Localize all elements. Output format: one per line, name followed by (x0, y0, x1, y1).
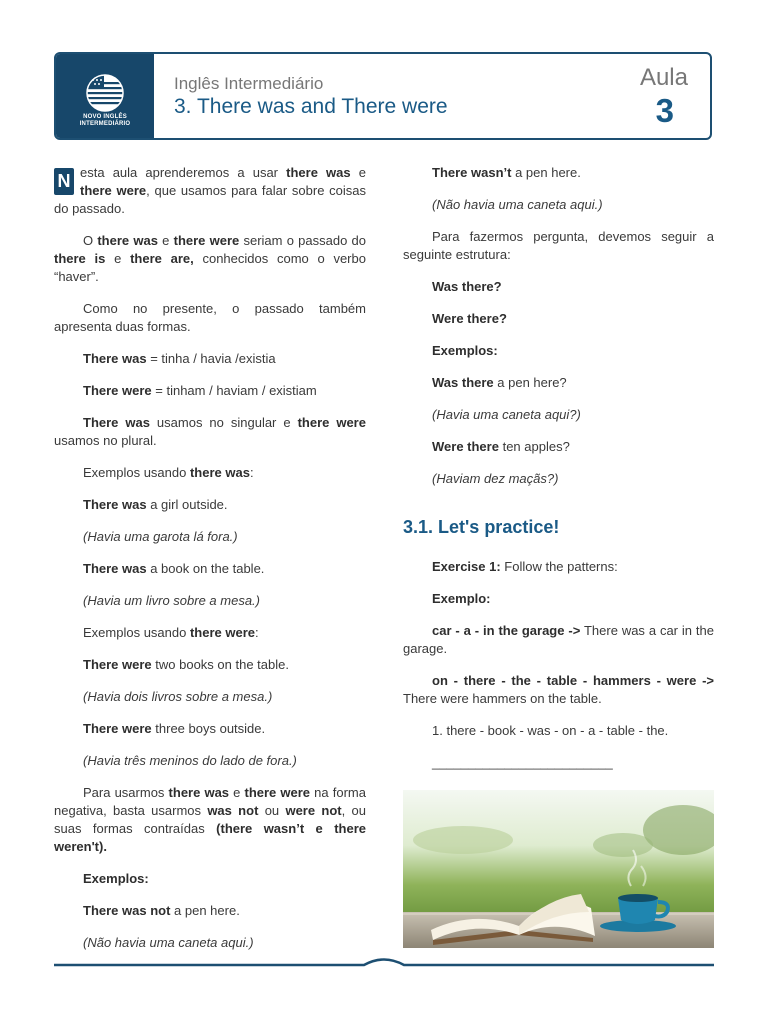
term: on - there - the - table - hammers - were -> (432, 673, 714, 688)
term: Were there? (432, 311, 507, 326)
flag-globe-icon (86, 74, 124, 112)
translation: (Havia uma garota lá fora.) (83, 529, 238, 544)
text: : (255, 625, 259, 640)
text: a pen here. (511, 165, 581, 180)
translation: (Não havia uma caneta aqui.) (432, 197, 603, 212)
text: two books on the table. (151, 657, 289, 672)
text: a girl outside. (146, 497, 228, 512)
lesson-title: 3. There was and There were (174, 95, 448, 118)
text: a book on the table. (146, 561, 265, 576)
text: a pen here. (170, 903, 240, 918)
aula-number: 3 (655, 92, 674, 129)
text: ten apples? (498, 439, 570, 454)
term: Was there? (432, 279, 502, 294)
text: e (350, 165, 366, 180)
example (403, 374, 714, 392)
text: = tinham / haviam / existiam (151, 383, 317, 398)
example (54, 902, 366, 920)
term: there was (189, 465, 250, 480)
definition (54, 350, 366, 368)
book-and-coffee-photo (403, 790, 714, 948)
term: Exemplos: (432, 343, 498, 358)
text: Follow the patterns: (500, 559, 618, 574)
term: There were (83, 383, 152, 398)
paragraph (54, 464, 366, 482)
examples-heading (54, 870, 366, 888)
right-column (403, 164, 714, 786)
logo (56, 54, 154, 138)
logo-line1: NOVO INGLÊS (83, 114, 127, 120)
text: Exemplos usando (83, 465, 190, 480)
intro-paragraph (54, 164, 366, 218)
text: e (157, 233, 174, 248)
translation: (Não havia uma caneta aqui.) (83, 935, 254, 950)
translation: (Havia dois livros sobre a mesa.) (83, 689, 273, 704)
answer-blank: _________________________ (432, 755, 613, 770)
section-title: 3.1. Let's practice! (403, 517, 560, 537)
term: There was (83, 497, 147, 512)
term: Exercise 1: (432, 559, 501, 574)
text: na forma negativa, basta usarmos (54, 785, 366, 818)
example (403, 164, 714, 182)
left-column (54, 164, 366, 966)
term: There was (83, 351, 147, 366)
text: Para usarmos (83, 785, 169, 800)
term: there were (80, 183, 147, 198)
paragraph (54, 784, 366, 856)
logo-line2: INTERMEDIÁRIO (79, 121, 131, 127)
term: was not (207, 803, 259, 818)
term: car - a - in the garage -> (432, 623, 581, 638)
term: were not (285, 803, 342, 818)
term: there is (54, 251, 106, 266)
term: Was there (432, 375, 494, 390)
text: Exemplos usando (83, 625, 190, 640)
pattern (403, 672, 714, 708)
text: = tinha / havia /existia (146, 351, 276, 366)
footer-divider (54, 956, 714, 968)
paragraph (54, 414, 366, 450)
term: Exemplo: (432, 591, 491, 606)
definition (54, 382, 366, 400)
translation: (Havia três meninos do lado de fora.) (83, 753, 297, 768)
text: a pen here? (493, 375, 567, 390)
translation: (Havia um livro sobre a mesa.) (83, 593, 260, 608)
text: usamos no singular e (149, 415, 298, 430)
translation: (Havia uma caneta aqui?) (432, 407, 581, 422)
term: There was (83, 415, 150, 430)
text: ou (258, 803, 286, 818)
exercise-item: 1. there - book - was - on - a - table - the. (432, 723, 669, 738)
example (54, 720, 366, 738)
term: there are, (130, 251, 194, 266)
examples-heading (403, 342, 714, 360)
lesson-header (54, 52, 712, 140)
structure (403, 310, 714, 328)
text: There was a car in the garage. (403, 623, 714, 656)
text: There were hammers on the table. (403, 691, 602, 706)
paragraph (54, 232, 366, 286)
term: there were (297, 415, 366, 430)
term: Exemplos: (83, 871, 149, 886)
term: (there wasn’t e there weren't). (54, 821, 366, 854)
text: e (105, 251, 131, 266)
text: , ou suas formas contraídas (54, 803, 366, 836)
aula-label: Aula (639, 64, 688, 91)
text: usamos no plural. (54, 433, 157, 448)
text: three boys outside. (151, 721, 266, 736)
pattern (403, 622, 714, 658)
term: there were (189, 625, 255, 640)
term: There were (83, 657, 152, 672)
paragraph: Como no presente, o passado também apresenta duas formas. (54, 301, 366, 334)
example (54, 496, 366, 514)
term: Were there (432, 439, 499, 454)
term: there were (173, 233, 240, 248)
example (54, 560, 366, 578)
text: esta aula aprenderemos a usar (80, 165, 287, 180)
term: There was not (83, 903, 171, 918)
translation: (Haviam dez maçãs?) (432, 471, 559, 486)
example (54, 656, 366, 674)
text: O (83, 233, 98, 248)
example-heading (403, 590, 714, 608)
text: , que usamos para falar sobre coisas do passado. (54, 183, 366, 216)
term: There were (83, 721, 152, 736)
course-name: Inglês Intermediário (174, 74, 324, 93)
text: : (249, 465, 254, 480)
text: conhecidos como o verbo “haver”. (54, 251, 366, 284)
paragraph: Para fazermos pergunta, devemos seguir a seguinte estrutura: (403, 229, 714, 262)
text: seriam o passado do (239, 233, 366, 248)
text: e (229, 785, 245, 800)
term: there were (244, 785, 311, 800)
term: there was (97, 233, 158, 248)
term: There wasn’t (432, 165, 512, 180)
structure (403, 278, 714, 296)
exercise-instruction (403, 558, 714, 576)
term: there was (286, 165, 351, 180)
term: there was (168, 785, 230, 800)
paragraph (54, 624, 366, 642)
drop-cap: N (54, 168, 74, 195)
term: There was (83, 561, 147, 576)
example (403, 438, 714, 456)
